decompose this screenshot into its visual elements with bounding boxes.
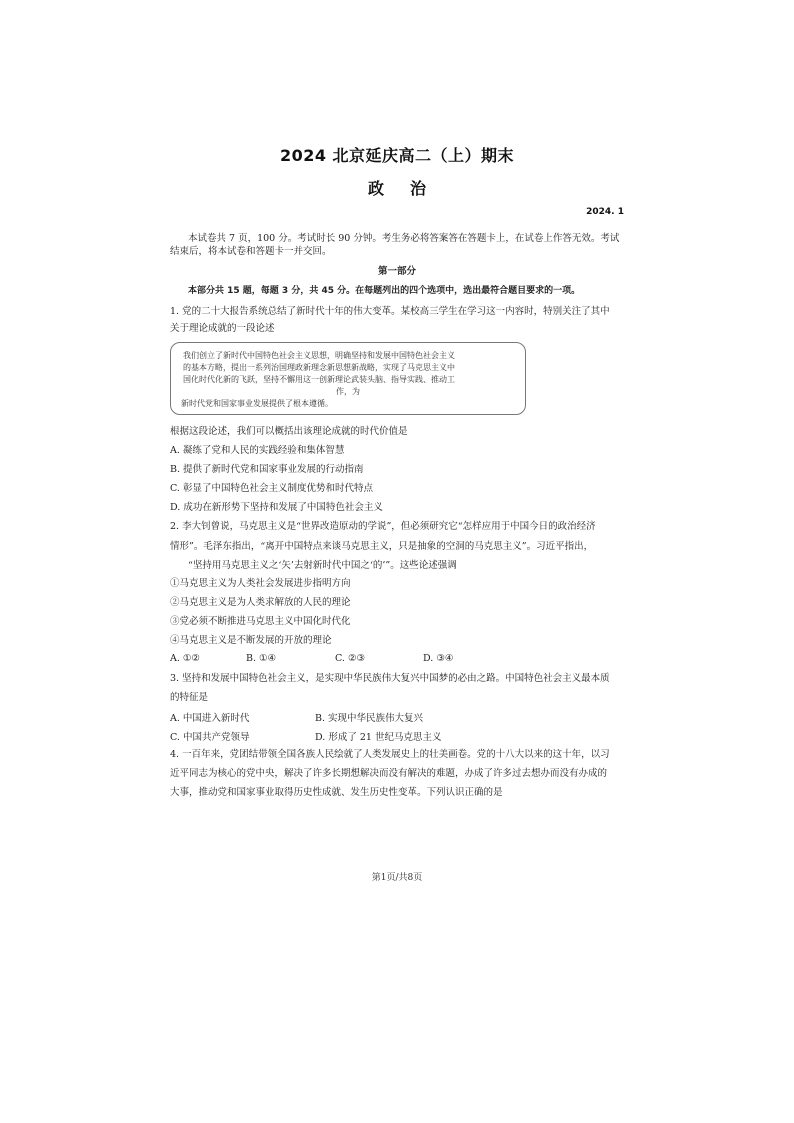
q3-stem-line-1: 3. 坚持和发展中国特色社会主义，是实现中华民族伟大复兴中国梦的必由之路。中国特色社会主义最本质 xyxy=(170,673,610,684)
q4-stem-line-2: 近平同志为核心的党中央，解决了许多长期想解决而没有解决的难题，办成了许多过去想办而没有办成的 xyxy=(170,768,608,779)
q1-stem-line-2: 关于理论成就的一段论述 xyxy=(170,323,275,334)
q1-option-a: A. 凝练了党和人民的实践经验和集体智慧 xyxy=(170,445,345,456)
instructions-line-1: 本试卷共 7 页，100 分。考试时长 90 分钟。考生务必将答案答在答题卡上，在试卷上作答无效。考试 xyxy=(188,233,620,244)
q2-option-a: A. ①② xyxy=(170,653,200,664)
quote-line: 新时代党和国家事业发展提供了根本遵循。 xyxy=(181,399,333,408)
q1-ask: 根据这段论述，我们可以概括出该理论成就的时代价值是 xyxy=(170,426,408,437)
quote-line: 作，为 xyxy=(336,387,360,396)
part-note: 本部分共 15 题，每题 3 分，共 45 分。在每题列出的四个选项中，选出最符合题目要求的一项。 xyxy=(188,286,581,296)
q2-item-1: ①马克思主义为人类社会发展进步指明方向 xyxy=(170,578,351,589)
q2-stem-line-2: 情形”。毛泽东指出，“离开中国特点来谈马克思主义，只是抽象的空洞的马克思主义”。习近平指出， xyxy=(170,541,594,552)
q2-option-c: C. ②③ xyxy=(335,653,366,664)
q2-item-4: ④马克思主义是不断发展的开放的理论 xyxy=(170,635,332,646)
quote-line: 的基本方略，提出一系列治国理政新理念新思想新战略，实现了马克思主义中 xyxy=(183,363,455,372)
q2-stem-line-3: “坚持用马克思主义之‘矢’去射新时代中国之‘的’”。这些论述强调 xyxy=(188,560,457,571)
q3-option-b: B. 实现中华民族伟大复兴 xyxy=(315,713,424,724)
q2-stem-line-1: 2. 李大钊曾说，马克思主义是“世界改造原动的学说”，但必须研究它“怎样应用于中国今日的政治经济 xyxy=(170,521,596,532)
q3-stem-line-2: 的特征是 xyxy=(170,692,209,703)
q2-item-3: ③党必须不断推进马克思主义中国化时代化 xyxy=(170,616,351,627)
quote-line: 我们创立了新时代中国特色社会主义思想，明确坚持和发展中国特色社会主义 xyxy=(183,351,455,360)
exam-subject: 政治 xyxy=(367,179,452,198)
exam-date: 2024. 1 xyxy=(586,207,624,217)
part-heading: 第一部分 xyxy=(377,266,416,277)
q3-option-a: A. 中国进入新时代 xyxy=(170,713,250,724)
page-number: 第1页/共8页 xyxy=(371,873,423,883)
q2-item-2: ②马克思主义是为人类求解放的人民的理论 xyxy=(170,597,351,608)
q1-option-c: C. 彰显了中国特色社会主义制度优势和时代特点 xyxy=(170,483,373,494)
q3-option-c: C. 中国共产党领导 xyxy=(170,732,250,743)
q3-option-d: D. 形成了 21 世纪马克思主义 xyxy=(315,732,442,743)
q4-stem-line-3: 大事，推动党和国家事业取得历史性成就、发生历史性变革。下列认识正确的是 xyxy=(170,787,503,798)
exam-title: 2024 北京延庆高二（上）期末 xyxy=(279,146,515,165)
q2-option-b: B. ①④ xyxy=(246,653,277,664)
q1-option-b: B. 提供了新时代党和国家事业发展的行动指南 xyxy=(170,464,364,475)
q1-stem-line-1: 1. 党的二十大报告系统总结了新时代十年的伟大变革。某校高三学生在学习这一内容时，特别关注了其中 xyxy=(170,306,610,317)
q1-option-d: D. 成功在新形势下坚持和发展了中国特色社会主义 xyxy=(170,502,383,513)
q1-quote-box xyxy=(170,342,526,415)
q2-option-d: D. ③④ xyxy=(423,653,454,664)
instructions-line-2: 结束后，将本试卷和答题卡一并交回。 xyxy=(170,246,332,257)
quote-line: 国化时代化新的飞跃，坚持不懈用这一创新理论武装头脑、指导实践、推动工 xyxy=(183,375,455,384)
q4-stem-line-1: 4. 一百年来，党团结带领全国各族人民绘就了人类发展史上的壮美画卷。党的十八大以来的这十年，以习 xyxy=(170,749,610,760)
